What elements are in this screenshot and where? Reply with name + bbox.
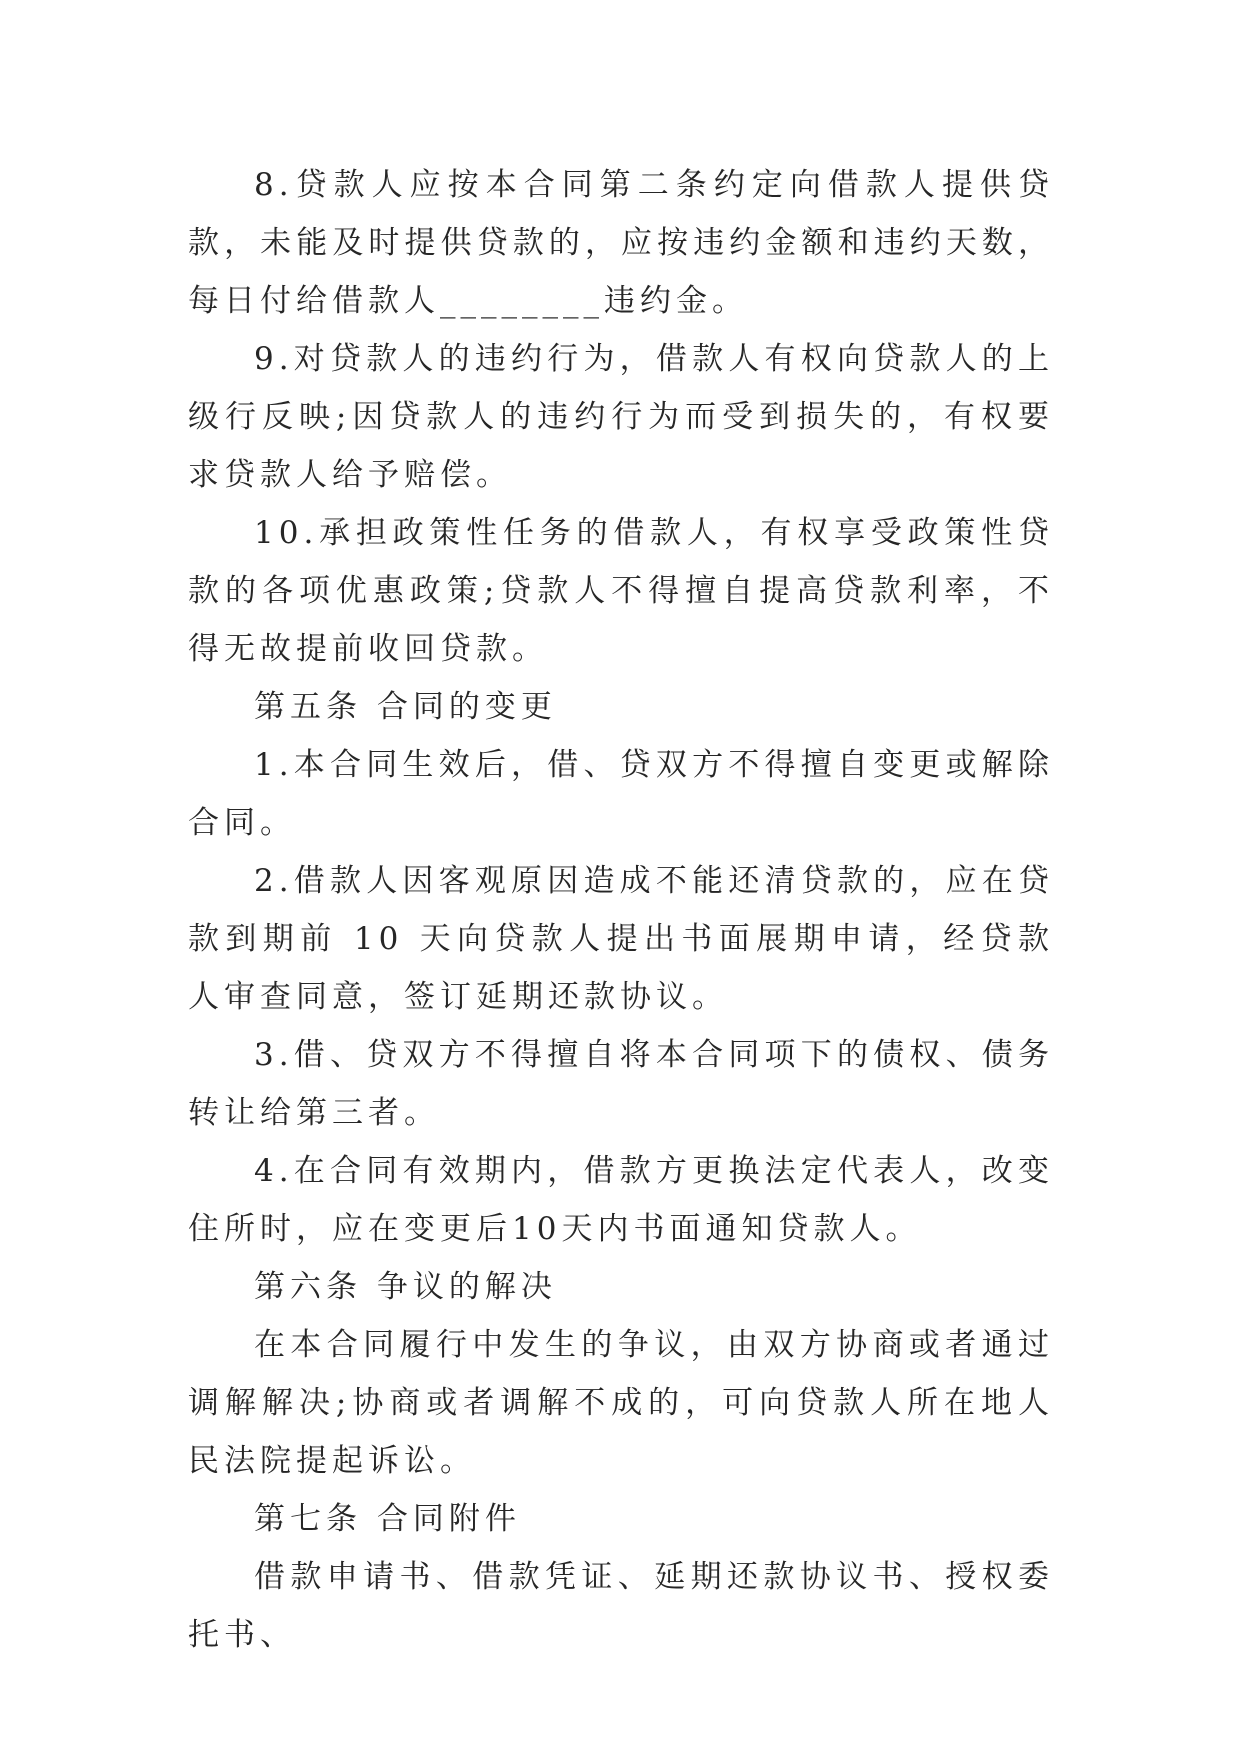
clause-7-heading: 第七条 合同附件 [254,1501,521,1537]
clause-4-item-8: 8.贷款人应按本合同第二条约定向借款人提供贷款，未能及时提供贷款的，应按违约金额和违约天数，每日付给借款人________违约金。 [188,167,1054,319]
clause-4-item-10: 10.承担政策性任务的借款人，有权享受政策性贷款的各项优惠政策;贷款人不得擅自提高贷款利率，不得无故提前收回贷款。 [188,515,1054,667]
clause-4-item-9: 9.对贷款人的违约行为，借款人有权向贷款人的上级行反映;因贷款人的违约行为而受到损失的，有权要求贷款人给予赔偿。 [188,341,1054,493]
clause-6-body: 在本合同履行中发生的争议，由双方协商或者通过调解解决;协商或者调解不成的，可向贷款人所在地人民法院提起诉讼。 [188,1327,1054,1479]
clause-6-heading: 第六条 争议的解决 [254,1269,557,1305]
clause-5-item-3: 3.借、贷双方不得擅自将本合同项下的债权、债务转让给第三者。 [188,1037,1054,1131]
clause-5-item-2: 2.借款人因客观原因造成不能还清贷款的，应在贷款到期前 10 天向贷款人提出书面展期申请，经贷款人审查同意，签订延期还款协议。 [188,863,1054,1015]
document-body [188,156,1054,1664]
clause-5-heading: 第五条 合同的变更 [254,689,557,725]
clause-5-item-1: 1.本合同生效后，借、贷双方不得擅自变更或解除合同。 [188,747,1054,841]
clause-7-body: 借款申请书、借款凭证、延期还款协议书、授权委托书、 [188,1559,1054,1653]
clause-5-item-4: 4.在合同有效期内，借款方更换法定代表人，改变住所时，应在变更后10天内书面通知贷款人。 [188,1153,1054,1247]
